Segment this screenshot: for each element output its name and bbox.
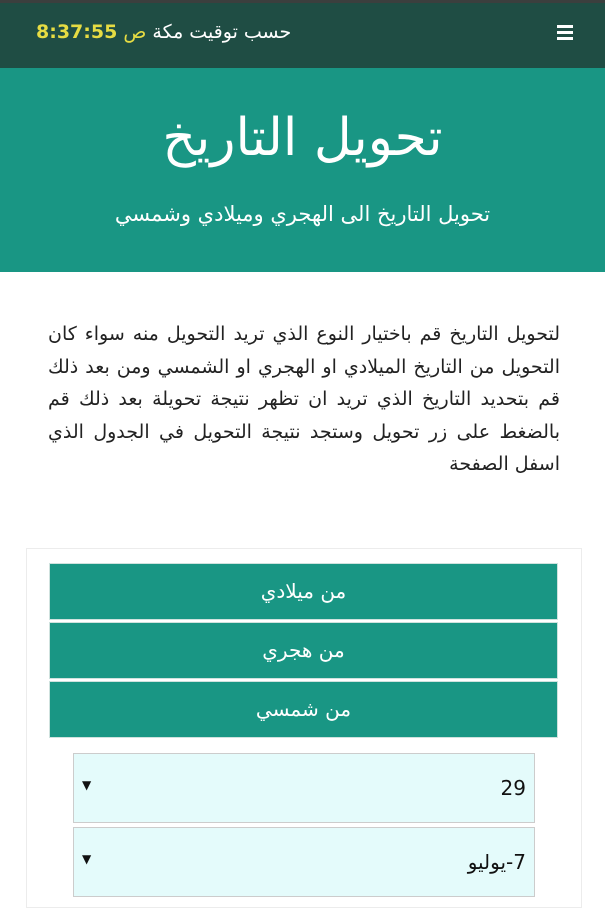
time-value: 8:37:55 [36, 21, 118, 43]
conversion-type-tabs [49, 563, 558, 740]
tab-from-gregorian[interactable]: من ميلادي [49, 563, 558, 620]
dropdown-arrow-icon: ▼ [82, 778, 92, 792]
top-bar [0, 0, 605, 68]
hamburger-menu-icon[interactable] [557, 25, 573, 41]
dropdown-arrow-icon: ▼ [82, 852, 92, 866]
month-select-value: 7-يوليو [467, 850, 526, 874]
intro-paragraph: لتحويل التاريخ قم باختيار النوع الذي تريد التحويل منه سواء كان التحويل من التاريخ الميلادي او الهجري او الشمسي ومن بعد ذلك قم بتحديد التاريخ الذي تريد ان تظهر نتيجة تحويلة بعد ذلك قم بالضغط على زر تحويل وستجد نتيجة التحويل في الجدول الذي اسفل الصفحة [48, 323, 560, 475]
page-title: تحويل التاريخ [162, 108, 443, 168]
time-label: حسب توقيت مكة [152, 21, 292, 43]
day-select-value: 29 [500, 776, 526, 800]
mecca-time-display [36, 21, 291, 43]
tab-from-solar[interactable]: من شمسي [49, 681, 558, 738]
month-select[interactable] [73, 827, 535, 897]
day-select[interactable] [73, 753, 535, 823]
time-ampm: ص [123, 21, 147, 43]
page-subtitle: تحويل التاريخ الى الهجري وميلادي وشمسي [114, 202, 491, 226]
tab-from-hijri[interactable]: من هجري [49, 622, 558, 679]
hero-banner [0, 68, 605, 272]
